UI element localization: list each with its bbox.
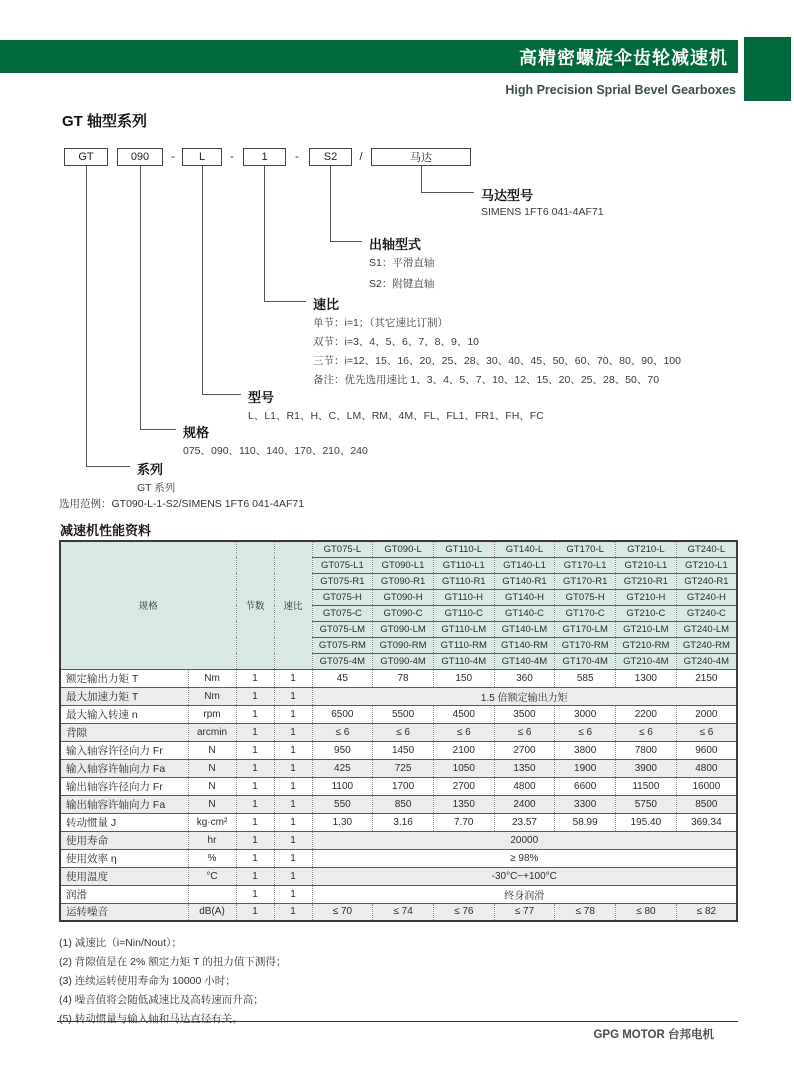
table-row bbox=[60, 903, 737, 921]
table-cell: 1 bbox=[274, 795, 312, 813]
callout-label: 规格 bbox=[183, 425, 210, 440]
model-code-segment: 090 bbox=[117, 148, 163, 166]
table-cell: 1050 bbox=[433, 759, 494, 777]
table-cell: 1 bbox=[274, 831, 312, 849]
table-cell: 369.34 bbox=[676, 813, 737, 831]
table-cell: ≤ 80 bbox=[616, 903, 677, 921]
table-cell: 16000 bbox=[676, 777, 737, 795]
table-cell: GT240-C bbox=[676, 605, 737, 621]
model-code-segment: 马达 bbox=[371, 148, 471, 166]
table-cell: GT090-4M bbox=[373, 653, 434, 669]
footnote-line: (1) 减速比（i=Nin/Nout）； bbox=[59, 937, 182, 949]
callout-detail-line: SIMENS 1FT6 041-4AF71 bbox=[481, 206, 604, 218]
table-cell: ≤ 78 bbox=[555, 903, 616, 921]
callout-detail-line: GT 系列 bbox=[137, 482, 176, 494]
table-row bbox=[60, 723, 737, 741]
table-cell: 输入轴容许轴向力 Fa bbox=[60, 759, 188, 777]
table-cell: 950 bbox=[312, 741, 373, 759]
table-cell: 150 bbox=[433, 669, 494, 687]
table-cell: 1 bbox=[236, 705, 274, 723]
table-cell: GT140-L bbox=[494, 541, 555, 557]
table-cell: 1.30 bbox=[312, 813, 373, 831]
callout-label: 系列 bbox=[137, 462, 164, 477]
table-cell: arcmin bbox=[188, 723, 236, 741]
table-cell: ≤ 76 bbox=[433, 903, 494, 921]
table-cell: dB(A) bbox=[188, 903, 236, 921]
model-code-segment: GT bbox=[64, 148, 108, 166]
callout-detail-line: S1：平滑直轴 bbox=[369, 257, 435, 269]
model-code-segment: L bbox=[182, 148, 222, 166]
table-cell: ≤ 82 bbox=[676, 903, 737, 921]
table-cell: GT240-RM bbox=[676, 637, 737, 653]
table-cell: 11500 bbox=[616, 777, 677, 795]
table-cell: GT075-L1 bbox=[312, 557, 373, 573]
table-cell: 1 bbox=[236, 813, 274, 831]
table-cell: 1 bbox=[236, 741, 274, 759]
callout-label: 速比 bbox=[313, 297, 340, 312]
table-cell: 360 bbox=[494, 669, 555, 687]
table-cell: 3300 bbox=[555, 795, 616, 813]
table-cell: 额定输出力矩 T bbox=[60, 669, 188, 687]
table-cell: ≤ 70 bbox=[312, 903, 373, 921]
table-cell: ≤ 6 bbox=[312, 723, 373, 741]
table-cell: °C bbox=[188, 867, 236, 885]
table-cell: 1 bbox=[236, 687, 274, 705]
table-cell: GT170-L1 bbox=[555, 557, 616, 573]
callout-detail-line: L、L1、R1、H、C、LM、RM、4M、FL、FL1、FR1、FH、FC bbox=[248, 410, 544, 422]
table-cell: GT170-L bbox=[555, 541, 616, 557]
table-cell: GT110-LM bbox=[433, 621, 494, 637]
table-cell: GT090-LM bbox=[373, 621, 434, 637]
table-cell bbox=[188, 885, 236, 903]
table-cell: GT210-C bbox=[616, 605, 677, 621]
table-cell: hr bbox=[188, 831, 236, 849]
callout-detail-line: 备注：优先选用速比 1、3、4、5、7、10、12、15、20、25、28、50、70 bbox=[313, 374, 660, 386]
table-cell: GT110-H bbox=[433, 589, 494, 605]
table-cell: 1 bbox=[236, 777, 274, 795]
table-cell: GT170-4M bbox=[555, 653, 616, 669]
table-cell: 2200 bbox=[616, 705, 677, 723]
table-cell: 23.57 bbox=[494, 813, 555, 831]
model-header-row bbox=[60, 541, 737, 557]
table-cell: ≤ 6 bbox=[555, 723, 616, 741]
table-cell: 输入轴容许径向力 Fr bbox=[60, 741, 188, 759]
footnotes bbox=[59, 934, 286, 1029]
table-row bbox=[60, 867, 737, 885]
table-cell: 78 bbox=[373, 669, 434, 687]
callout-detail-line: 三节：i=12、15、16、20、25、28、30、40、45、50、60、70、80、90、100 bbox=[313, 355, 681, 367]
model-code-separator: - bbox=[295, 151, 299, 163]
table-row bbox=[60, 885, 737, 903]
model-code-segment: S2 bbox=[309, 148, 352, 166]
callout-connector bbox=[140, 166, 176, 430]
table-cell: 1700 bbox=[373, 777, 434, 795]
table-cell: 9600 bbox=[676, 741, 737, 759]
table-cell: N bbox=[188, 795, 236, 813]
table-cell: 3500 bbox=[494, 705, 555, 723]
table-cell: GT110-R1 bbox=[433, 573, 494, 589]
header-title-cn: 高精密螺旋伞齿轮减速机 bbox=[519, 47, 728, 68]
table-cell: GT110-L1 bbox=[433, 557, 494, 573]
table-cell: GT140-H bbox=[494, 589, 555, 605]
table-cell: 使用温度 bbox=[60, 867, 188, 885]
table-row bbox=[60, 831, 737, 849]
table-cell: 1 bbox=[274, 867, 312, 885]
table-cell: 1 bbox=[274, 849, 312, 867]
model-code-segment: 1 bbox=[243, 148, 286, 166]
header-subtitle-en: High Precision Sprial Bevel Gearboxes bbox=[505, 83, 736, 97]
page-title: GT 轴型系列 bbox=[62, 113, 147, 130]
table-cell: 输出轴容许轴向力 Fa bbox=[60, 795, 188, 813]
table-cell: GT240-H bbox=[676, 589, 737, 605]
table-cell: GT075-4M bbox=[312, 653, 373, 669]
table-cell: 运转噪音 bbox=[60, 903, 188, 921]
table-cell: kg·cm² bbox=[188, 813, 236, 831]
footnote-line: (5) 转动惯量与输入轴和马达直径有关。 bbox=[59, 1013, 243, 1025]
table-cell: GT090-L1 bbox=[373, 557, 434, 573]
table-cell: 最大输入转速 n bbox=[60, 705, 188, 723]
table-cell: 1900 bbox=[555, 759, 616, 777]
table-cell: 8500 bbox=[676, 795, 737, 813]
table-cell: GT110-L bbox=[433, 541, 494, 557]
table-cell: 425 bbox=[312, 759, 373, 777]
callout-label: 型号 bbox=[248, 390, 275, 405]
table-cell: 1350 bbox=[433, 795, 494, 813]
table-cell: GT240-4M bbox=[676, 653, 737, 669]
merged-value-cell: 1.5 倍额定输出力矩 bbox=[312, 687, 737, 705]
table-cell: 背隙 bbox=[60, 723, 188, 741]
table-cell: GT210-L1 bbox=[676, 557, 737, 573]
table-cell: 4800 bbox=[676, 759, 737, 777]
table-cell: GT210-LM bbox=[616, 621, 677, 637]
footer-divider bbox=[57, 1021, 738, 1022]
table-cell: 1300 bbox=[616, 669, 677, 687]
table-cell: 1 bbox=[274, 669, 312, 687]
table-cell: 1350 bbox=[494, 759, 555, 777]
table-cell: GT090-H bbox=[373, 589, 434, 605]
table-cell: GT170-RM bbox=[555, 637, 616, 653]
table-cell: Nm bbox=[188, 669, 236, 687]
table-row bbox=[60, 777, 737, 795]
table-cell: 3800 bbox=[555, 741, 616, 759]
footer-brand: GPG MOTOR 台邦电机 bbox=[593, 1029, 714, 1041]
table-cell: 1 bbox=[236, 867, 274, 885]
table-cell: 5750 bbox=[616, 795, 677, 813]
header-green-square bbox=[744, 37, 791, 101]
table-cell: 1 bbox=[236, 903, 274, 921]
table-cell: 1 bbox=[236, 795, 274, 813]
table-cell: GT210-L1 bbox=[616, 557, 677, 573]
table-cell: 45 bbox=[312, 669, 373, 687]
callout-detail-line: 075、090、110、140、170、210、240 bbox=[183, 445, 368, 457]
table-cell: % bbox=[188, 849, 236, 867]
table-cell: Nm bbox=[188, 687, 236, 705]
table-cell: GT240-L bbox=[676, 541, 737, 557]
table-cell: GT075-H bbox=[312, 589, 373, 605]
table-cell: 3900 bbox=[616, 759, 677, 777]
table-cell: 2400 bbox=[494, 795, 555, 813]
table-cell: 850 bbox=[373, 795, 434, 813]
table-cell: ≤ 6 bbox=[433, 723, 494, 741]
table-cell: ≤ 6 bbox=[494, 723, 555, 741]
table-cell: N bbox=[188, 741, 236, 759]
table-cell: GT075-C bbox=[312, 605, 373, 621]
table-cell: GT075-H bbox=[555, 589, 616, 605]
table-row bbox=[60, 741, 737, 759]
table-cell: GT210-H bbox=[616, 589, 677, 605]
callout-connector bbox=[330, 166, 362, 242]
callout-detail-line: 双节：i=3、4、5、6、7、8、9、10 bbox=[313, 336, 480, 348]
table-row bbox=[60, 759, 737, 777]
table-cell: 润滑 bbox=[60, 885, 188, 903]
callout-connector bbox=[421, 166, 474, 193]
table-cell: 使用效率 η bbox=[60, 849, 188, 867]
table-cell: GT110-C bbox=[433, 605, 494, 621]
merged-value-cell: ≥ 98% bbox=[312, 849, 737, 867]
table-cell: GT170-C bbox=[555, 605, 616, 621]
table-row bbox=[60, 687, 737, 705]
table-cell: 1 bbox=[236, 759, 274, 777]
table-cell: 1 bbox=[274, 723, 312, 741]
callout-detail-line: S2：附键直轴 bbox=[369, 278, 435, 290]
model-code-separator: / bbox=[359, 151, 363, 163]
table-cell: GT140-RM bbox=[494, 637, 555, 653]
callout-connector bbox=[264, 166, 306, 302]
sections-header-cell: 节数 bbox=[236, 541, 274, 669]
table-cell: 1 bbox=[274, 705, 312, 723]
table-cell: ≤ 74 bbox=[373, 903, 434, 921]
table-cell: 2100 bbox=[433, 741, 494, 759]
callout-connector bbox=[86, 166, 130, 467]
table-cell: GT110-RM bbox=[433, 637, 494, 653]
table-section-title: 减速机性能资料 bbox=[60, 523, 152, 538]
table-cell: GT140-C bbox=[494, 605, 555, 621]
table-row bbox=[60, 813, 737, 831]
table-cell: 195.40 bbox=[616, 813, 677, 831]
table-cell: GT075-LM bbox=[312, 621, 373, 637]
table-cell: 4500 bbox=[433, 705, 494, 723]
table-cell: 1 bbox=[274, 759, 312, 777]
callout-label: 马达型号 bbox=[481, 188, 534, 203]
table-cell: 2150 bbox=[676, 669, 737, 687]
table-cell: 1 bbox=[236, 831, 274, 849]
table-cell: 58.99 bbox=[555, 813, 616, 831]
table-cell: ≤ 6 bbox=[616, 723, 677, 741]
table-cell: 4800 bbox=[494, 777, 555, 795]
table-row bbox=[60, 849, 737, 867]
ratio-header-cell: 速比 bbox=[274, 541, 312, 669]
table-cell: 550 bbox=[312, 795, 373, 813]
table-cell: GT140-L1 bbox=[494, 557, 555, 573]
table-cell: 6500 bbox=[312, 705, 373, 723]
table-cell: 1 bbox=[274, 885, 312, 903]
table-cell: ≤ 6 bbox=[676, 723, 737, 741]
table-cell: 3.16 bbox=[373, 813, 434, 831]
table-cell: 725 bbox=[373, 759, 434, 777]
table-row bbox=[60, 669, 737, 687]
selection-example: 选用范例：GT090-L-1-S2/SIMENS 1FT6 041-4AF71 bbox=[59, 498, 305, 510]
table-cell: GT140-LM bbox=[494, 621, 555, 637]
table-cell: 1100 bbox=[312, 777, 373, 795]
table-cell: 1 bbox=[236, 849, 274, 867]
merged-value-cell: 终身润滑 bbox=[312, 885, 737, 903]
table-cell: GT090-L bbox=[373, 541, 434, 557]
table-cell: 1 bbox=[236, 723, 274, 741]
table-row bbox=[60, 795, 737, 813]
table-cell: GT110-4M bbox=[433, 653, 494, 669]
table-cell: 1450 bbox=[373, 741, 434, 759]
table-cell: GT210-R1 bbox=[616, 573, 677, 589]
table-cell: GT210-L bbox=[616, 541, 677, 557]
table-cell: GT210-RM bbox=[616, 637, 677, 653]
table-cell: 1 bbox=[274, 903, 312, 921]
merged-value-cell: 20000 bbox=[312, 831, 737, 849]
table-cell: GT075-RM bbox=[312, 637, 373, 653]
merged-value-cell: -30°C~+100°C bbox=[312, 867, 737, 885]
callout-label: 出轴型式 bbox=[369, 237, 422, 252]
table-cell: GT170-LM bbox=[555, 621, 616, 637]
model-code-separator: - bbox=[171, 151, 175, 163]
table-cell: GT090-R1 bbox=[373, 573, 434, 589]
callout-connector bbox=[202, 166, 241, 395]
header-green-bar bbox=[0, 40, 738, 73]
table-cell: GT140-R1 bbox=[494, 573, 555, 589]
table-cell: 转动惯量 J bbox=[60, 813, 188, 831]
table-cell: 7.70 bbox=[433, 813, 494, 831]
table-cell: 2700 bbox=[494, 741, 555, 759]
table-cell: 2700 bbox=[433, 777, 494, 795]
table-cell: 5500 bbox=[373, 705, 434, 723]
model-code-separator: - bbox=[230, 151, 234, 163]
table-cell: GT210-4M bbox=[616, 653, 677, 669]
table-cell: 6600 bbox=[555, 777, 616, 795]
table-cell: 1 bbox=[274, 687, 312, 705]
spec-table bbox=[59, 540, 738, 922]
table-cell: GT240-LM bbox=[676, 621, 737, 637]
table-cell: ≤ 6 bbox=[373, 723, 434, 741]
footnote-line: (4) 噪音值将会随低减速比及高转速而升高； bbox=[59, 994, 264, 1006]
spec-table-wrap bbox=[59, 540, 738, 922]
table-cell: N bbox=[188, 759, 236, 777]
table-cell: 1 bbox=[236, 885, 274, 903]
table-cell: rpm bbox=[188, 705, 236, 723]
corner-spec-cell: 规格 bbox=[60, 541, 236, 669]
table-cell: GT090-RM bbox=[373, 637, 434, 653]
table-cell: 3000 bbox=[555, 705, 616, 723]
table-row bbox=[60, 705, 737, 723]
table-cell: GT170-R1 bbox=[555, 573, 616, 589]
table-cell: 使用寿命 bbox=[60, 831, 188, 849]
table-cell: N bbox=[188, 777, 236, 795]
footnote-line: (3) 连续运转使用寿命为 10000 小时； bbox=[59, 975, 236, 987]
table-cell: GT140-4M bbox=[494, 653, 555, 669]
footnote-line: (2) 背隙值是在 2% 额定力矩 T 的扭力值下测得； bbox=[59, 956, 287, 968]
table-cell: 输出轴容许径向力 Fr bbox=[60, 777, 188, 795]
table-cell: 最大加速力矩 T bbox=[60, 687, 188, 705]
table-cell: 2000 bbox=[676, 705, 737, 723]
table-cell: ≤ 77 bbox=[494, 903, 555, 921]
table-cell: 1 bbox=[274, 813, 312, 831]
table-cell: 1 bbox=[274, 777, 312, 795]
table-cell: 585 bbox=[555, 669, 616, 687]
table-cell: 7800 bbox=[616, 741, 677, 759]
table-cell: 1 bbox=[236, 669, 274, 687]
table-cell: GT090-C bbox=[373, 605, 434, 621]
table-cell: GT075-R1 bbox=[312, 573, 373, 589]
table-cell: 1 bbox=[274, 741, 312, 759]
callout-detail-line: 单节：i=1；（其它速比订制） bbox=[313, 317, 449, 329]
table-cell: GT240-R1 bbox=[676, 573, 737, 589]
table-cell: GT075-L bbox=[312, 541, 373, 557]
